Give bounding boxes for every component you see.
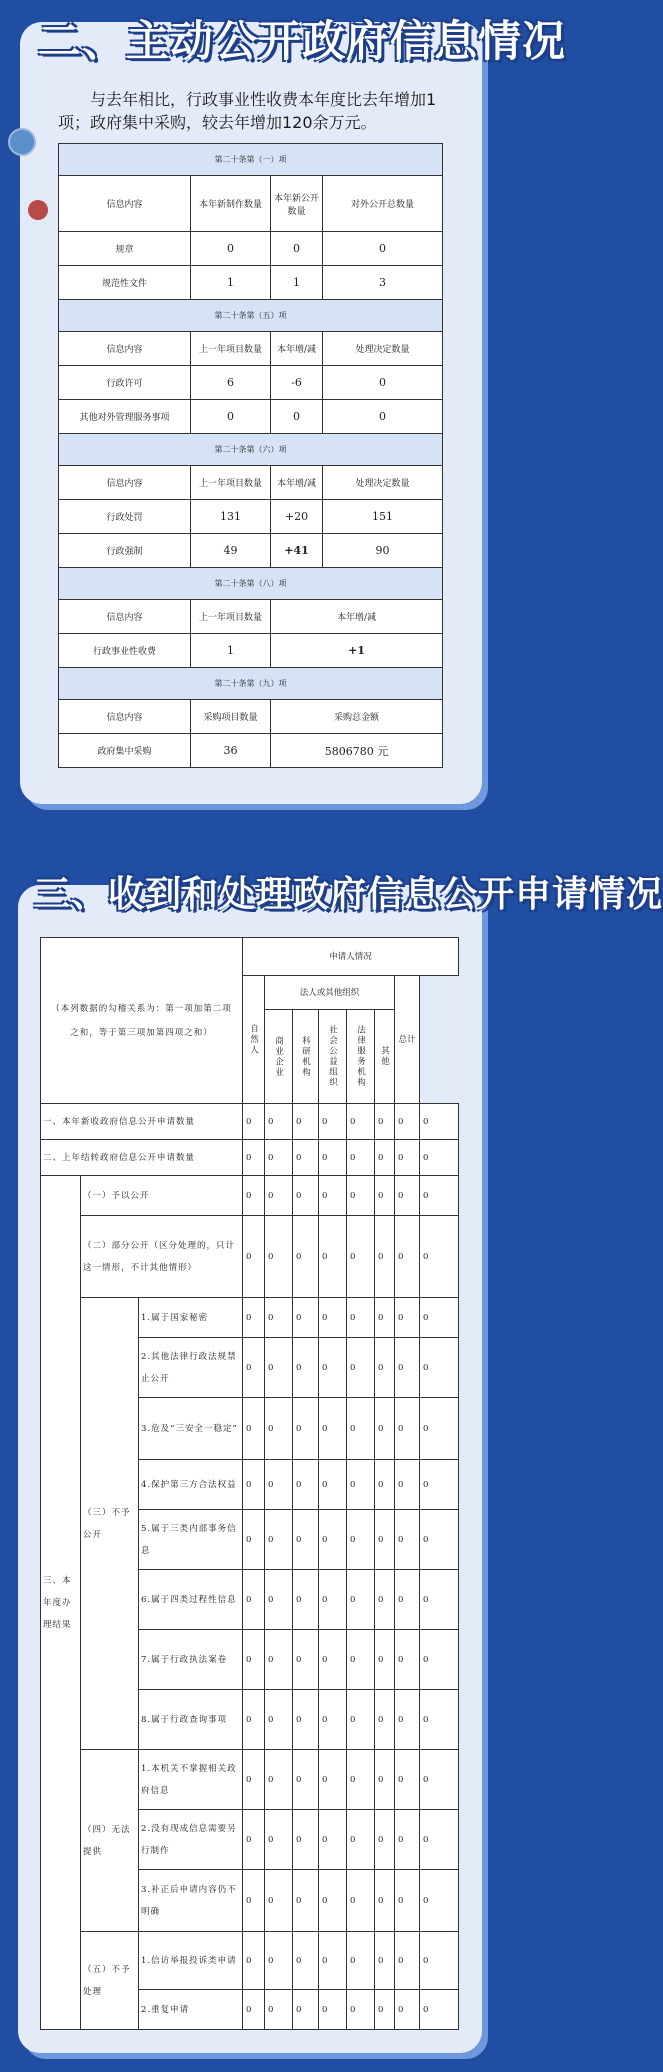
count-cell: 0 <box>375 1932 395 1990</box>
count-cell: 0 <box>420 1398 459 1460</box>
count-cell: 0 <box>319 1690 347 1750</box>
count-cell: 0 <box>293 1810 319 1870</box>
count-cell: 0 <box>265 1630 293 1690</box>
art20-5-header: 第二十条第（五）项 <box>59 300 443 332</box>
cell-value: 49 <box>191 534 271 568</box>
col-header: 本年增/减 <box>271 600 443 634</box>
row-carried-over: 二、上年结转政府信息公开申请数量 <box>41 1140 243 1176</box>
count-cell: 0 <box>293 1104 319 1140</box>
count-cell: 0 <box>293 1570 319 1630</box>
count-cell: 0 <box>265 1870 293 1932</box>
count-cell: 0 <box>375 1570 395 1630</box>
count-cell: 0 <box>319 1140 347 1176</box>
count-cell: 0 <box>420 1338 459 1398</box>
count-cell: 0 <box>319 1298 347 1338</box>
section2-table <box>58 143 443 768</box>
count-cell: 0 <box>319 1460 347 1510</box>
count-cell: 0 <box>293 1870 319 1932</box>
art20-6-header: 第二十条第（六）项 <box>59 434 443 466</box>
not-open-item: 4.保护第三方合法权益 <box>139 1460 243 1510</box>
section2-intro: 与去年相比，行政事业性收费本年度比去年增加1项；政府集中采购，较去年增加120余万元。 <box>58 90 437 132</box>
cell-value: +41 <box>271 534 323 568</box>
not-open-item: 6.属于四类过程性信息 <box>139 1570 243 1630</box>
count-cell: 0 <box>265 1750 293 1810</box>
col-header: 本年新制作数量 <box>191 176 271 232</box>
count-cell: 0 <box>347 1932 375 1990</box>
count-cell: 0 <box>420 1932 459 1990</box>
count-cell: 0 <box>319 1750 347 1810</box>
count-cell: 0 <box>395 1338 420 1398</box>
not-open-item: 8.属于行政查询事项 <box>139 1690 243 1750</box>
natural-person-header: 自然人 <box>243 976 265 1104</box>
col-header: 信息内容 <box>59 332 191 366</box>
art20-1-header: 第二十条第（一）项 <box>59 144 443 176</box>
count-cell: 0 <box>420 1298 459 1338</box>
row-label: 行政强制 <box>59 534 191 568</box>
count-cell: 0 <box>347 1216 375 1298</box>
count-cell: 0 <box>375 1810 395 1870</box>
legal-col-header: 商业企业 <box>265 1010 293 1104</box>
count-cell: 0 <box>347 1510 375 1570</box>
legal-col-header: 其他 <box>375 1010 395 1104</box>
count-cell: 0 <box>265 1990 293 2030</box>
count-cell: 0 <box>319 1870 347 1932</box>
count-cell: 0 <box>347 1810 375 1870</box>
cell-value: 36 <box>191 734 271 768</box>
count-cell: 0 <box>319 1398 347 1460</box>
not-open-item: 2.其他法律行政法规禁止公开 <box>139 1338 243 1398</box>
cell-value: 131 <box>191 500 271 534</box>
count-cell: 0 <box>420 1176 459 1216</box>
count-cell: 0 <box>395 1630 420 1690</box>
cell-value: 1 <box>191 634 271 668</box>
row-results-group: 三、本年度办理结果 <box>41 1176 81 2030</box>
count-cell: 0 <box>293 1510 319 1570</box>
count-cell: 0 <box>395 1140 420 1176</box>
count-cell: 0 <box>347 1870 375 1932</box>
count-cell: 0 <box>243 1460 265 1510</box>
count-cell: 0 <box>420 1870 459 1932</box>
count-cell: 0 <box>395 1216 420 1298</box>
count-cell: 0 <box>293 1176 319 1216</box>
count-cell: 0 <box>293 1216 319 1298</box>
count-cell: 0 <box>347 1630 375 1690</box>
count-cell: 0 <box>375 1176 395 1216</box>
count-cell: 0 <box>395 1932 420 1990</box>
cell-value: -6 <box>271 366 323 400</box>
count-cell: 0 <box>265 1570 293 1630</box>
count-cell: 0 <box>395 1398 420 1460</box>
count-cell: 0 <box>347 1990 375 2030</box>
count-cell: 0 <box>293 1990 319 2030</box>
count-cell: 0 <box>319 1932 347 1990</box>
col-header: 采购项目数量 <box>191 700 271 734</box>
row-label: 行政事业性收费 <box>59 634 191 668</box>
row-partial: （二）部分公开（区分处理的，只计这一情形，不计其他情形） <box>81 1216 243 1298</box>
cell-value: 0 <box>323 400 443 434</box>
decor-dot-red <box>28 200 48 220</box>
row-new-requests: 一、本年新收政府信息公开申请数量 <box>41 1104 243 1140</box>
count-cell: 0 <box>420 1510 459 1570</box>
count-cell: 0 <box>420 1570 459 1630</box>
count-cell: 0 <box>375 1750 395 1810</box>
count-cell: 0 <box>265 1690 293 1750</box>
cell-value: 0 <box>191 400 271 434</box>
count-cell: 0 <box>375 1870 395 1932</box>
count-cell: 0 <box>293 1140 319 1176</box>
count-cell: 0 <box>243 1104 265 1140</box>
col-header: 上一年项目数量 <box>191 466 271 500</box>
col-header: 上一年项目数量 <box>191 332 271 366</box>
cell-value: 1 <box>271 266 323 300</box>
count-cell: 0 <box>375 1990 395 2030</box>
col-header: 信息内容 <box>59 176 191 232</box>
count-cell: 0 <box>319 1510 347 1570</box>
cell-value: 90 <box>323 534 443 568</box>
applicant-header: 申请人情况 <box>243 938 459 976</box>
count-cell: 0 <box>243 1690 265 1750</box>
count-cell: 0 <box>265 1460 293 1510</box>
count-cell: 0 <box>243 1630 265 1690</box>
count-cell: 0 <box>293 1298 319 1338</box>
row-label: 规章 <box>59 232 191 266</box>
count-cell: 0 <box>420 1460 459 1510</box>
count-cell: 0 <box>319 1338 347 1398</box>
col-header: 本年增/减 <box>271 466 323 500</box>
count-cell: 0 <box>375 1690 395 1750</box>
count-cell: 0 <box>347 1690 375 1750</box>
count-cell: 0 <box>395 1510 420 1570</box>
row-label: 其他对外管理服务事项 <box>59 400 191 434</box>
count-cell: 0 <box>375 1630 395 1690</box>
count-cell: 0 <box>265 1398 293 1460</box>
row-no-handle-group: （五）不予处理 <box>81 1932 139 2030</box>
count-cell: 0 <box>265 1216 293 1298</box>
cell-value: 5806780 元 <box>271 734 443 768</box>
count-cell: 0 <box>293 1750 319 1810</box>
count-cell: 0 <box>293 1460 319 1510</box>
not-open-item: 1.属于国家秘密 <box>139 1298 243 1338</box>
count-cell: 0 <box>319 1104 347 1140</box>
count-cell: 0 <box>347 1570 375 1630</box>
count-cell: 0 <box>243 1398 265 1460</box>
count-cell: 0 <box>375 1104 395 1140</box>
count-cell: 0 <box>265 1932 293 1990</box>
count-cell: 0 <box>395 1460 420 1510</box>
count-cell: 0 <box>347 1398 375 1460</box>
count-cell: 0 <box>347 1338 375 1398</box>
cell-value: +20 <box>271 500 323 534</box>
count-cell: 0 <box>319 1810 347 1870</box>
col-header: 上一年项目数量 <box>191 600 271 634</box>
count-cell: 0 <box>243 1570 265 1630</box>
count-cell: 0 <box>375 1460 395 1510</box>
count-cell: 0 <box>243 1176 265 1216</box>
count-cell: 0 <box>243 1510 265 1570</box>
no-handle-item: 2.重复申请 <box>139 1990 243 2030</box>
col-header: 采购总金额 <box>271 700 443 734</box>
col-header: 信息内容 <box>59 466 191 500</box>
count-cell: 0 <box>243 1216 265 1298</box>
count-cell: 0 <box>347 1460 375 1510</box>
count-cell: 0 <box>375 1338 395 1398</box>
count-cell: 0 <box>243 1990 265 2030</box>
count-cell: 0 <box>395 1298 420 1338</box>
count-cell: 0 <box>375 1298 395 1338</box>
count-cell: 0 <box>420 1104 459 1140</box>
count-cell: 0 <box>395 1690 420 1750</box>
col-header: 信息内容 <box>59 700 191 734</box>
not-open-item: 3.危及“三安全一稳定” <box>139 1398 243 1460</box>
reconcile-note: （本列数据的勾稽关系为：第一项加第二项之和，等于第三项加第四项之和） <box>41 938 243 1104</box>
row-unable-group: （四）无法提供 <box>81 1750 139 1932</box>
count-cell: 0 <box>395 1176 420 1216</box>
count-cell: 0 <box>375 1216 395 1298</box>
col-header: 本年新公开数量 <box>271 176 323 232</box>
count-cell: 0 <box>395 1104 420 1140</box>
cell-value: 151 <box>323 500 443 534</box>
count-cell: 0 <box>395 1870 420 1932</box>
legal-entity-header: 法人或其他组织 <box>265 976 395 1010</box>
count-cell: 0 <box>243 1140 265 1176</box>
count-cell: 0 <box>265 1510 293 1570</box>
count-cell: 0 <box>293 1932 319 1990</box>
decor-dot-blue <box>8 128 36 156</box>
col-header: 处理决定数量 <box>323 332 443 366</box>
row-open: （一）予以公开 <box>81 1176 243 1216</box>
unable-item: 2.没有现成信息需要另行制作 <box>139 1810 243 1870</box>
row-not-open-group: （三）不予公开 <box>81 1298 139 1750</box>
count-cell: 0 <box>319 1630 347 1690</box>
count-cell: 0 <box>265 1298 293 1338</box>
col-header: 对外公开总数量 <box>323 176 443 232</box>
count-cell: 0 <box>420 1750 459 1810</box>
section2-title: 二、主动公开政府信息情况 <box>38 17 566 67</box>
cell-value: 1 <box>191 266 271 300</box>
cell-value: +1 <box>271 634 443 668</box>
count-cell: 0 <box>420 1216 459 1298</box>
cell-value: 0 <box>323 232 443 266</box>
count-cell: 0 <box>420 1140 459 1176</box>
count-cell: 0 <box>265 1104 293 1140</box>
count-cell: 0 <box>375 1510 395 1570</box>
count-cell: 0 <box>375 1398 395 1460</box>
col-header: 信息内容 <box>59 600 191 634</box>
count-cell: 0 <box>420 1630 459 1690</box>
count-cell: 0 <box>243 1298 265 1338</box>
col-header: 处理决定数量 <box>323 466 443 500</box>
legal-col-header: 科研机构 <box>293 1010 319 1104</box>
count-cell: 0 <box>375 1140 395 1176</box>
count-cell: 0 <box>319 1176 347 1216</box>
count-cell: 0 <box>265 1140 293 1176</box>
row-label: 行政处罚 <box>59 500 191 534</box>
count-cell: 0 <box>293 1630 319 1690</box>
cell-value: 0 <box>191 232 271 266</box>
count-cell: 0 <box>395 1990 420 2030</box>
count-cell: 0 <box>265 1338 293 1398</box>
count-cell: 0 <box>347 1104 375 1140</box>
art20-9-header: 第二十条第（九）项 <box>59 668 443 700</box>
count-cell: 0 <box>347 1140 375 1176</box>
count-cell: 0 <box>265 1810 293 1870</box>
count-cell: 0 <box>293 1338 319 1398</box>
count-cell: 0 <box>293 1690 319 1750</box>
count-cell: 0 <box>395 1570 420 1630</box>
count-cell: 0 <box>243 1338 265 1398</box>
count-cell: 0 <box>420 1810 459 1870</box>
count-cell: 0 <box>243 1810 265 1870</box>
count-cell: 0 <box>319 1990 347 2030</box>
section3-table <box>40 937 459 2030</box>
no-handle-item: 1.信访举报投诉类申请 <box>139 1932 243 1990</box>
count-cell: 0 <box>293 1398 319 1460</box>
count-cell: 0 <box>420 1690 459 1750</box>
not-open-item: 5.属于三类内部事务信息 <box>139 1510 243 1570</box>
unable-item: 3.补正后申请内容仍不明确 <box>139 1870 243 1932</box>
unable-item: 1.本机关不掌握相关政府信息 <box>139 1750 243 1810</box>
count-cell: 0 <box>243 1750 265 1810</box>
count-cell: 0 <box>319 1570 347 1630</box>
cell-value: 0 <box>323 366 443 400</box>
col-header: 本年增/减 <box>271 332 323 366</box>
legal-col-header: 社会公益组织 <box>319 1010 347 1104</box>
art20-8-header: 第二十条第（八）项 <box>59 568 443 600</box>
row-label: 规范性文件 <box>59 266 191 300</box>
legal-col-header: 法律服务机构 <box>347 1010 375 1104</box>
count-cell: 0 <box>319 1216 347 1298</box>
cell-value: 3 <box>323 266 443 300</box>
count-cell: 0 <box>243 1932 265 1990</box>
cell-value: 0 <box>271 400 323 434</box>
count-cell: 0 <box>243 1870 265 1932</box>
count-cell: 0 <box>265 1176 293 1216</box>
count-cell: 0 <box>347 1298 375 1338</box>
count-cell: 0 <box>347 1750 375 1810</box>
not-open-item: 7.属于行政执法案卷 <box>139 1630 243 1690</box>
count-cell: 0 <box>347 1176 375 1216</box>
count-cell: 0 <box>420 1990 459 2030</box>
total-header: 总计 <box>395 976 420 1104</box>
section3-title: 三、收到和处理政府信息公开申请情况 <box>34 874 663 915</box>
cell-value: 6 <box>191 366 271 400</box>
count-cell: 0 <box>395 1810 420 1870</box>
row-label: 行政许可 <box>59 366 191 400</box>
row-label: 政府集中采购 <box>59 734 191 768</box>
count-cell: 0 <box>395 1750 420 1810</box>
cell-value: 0 <box>271 232 323 266</box>
